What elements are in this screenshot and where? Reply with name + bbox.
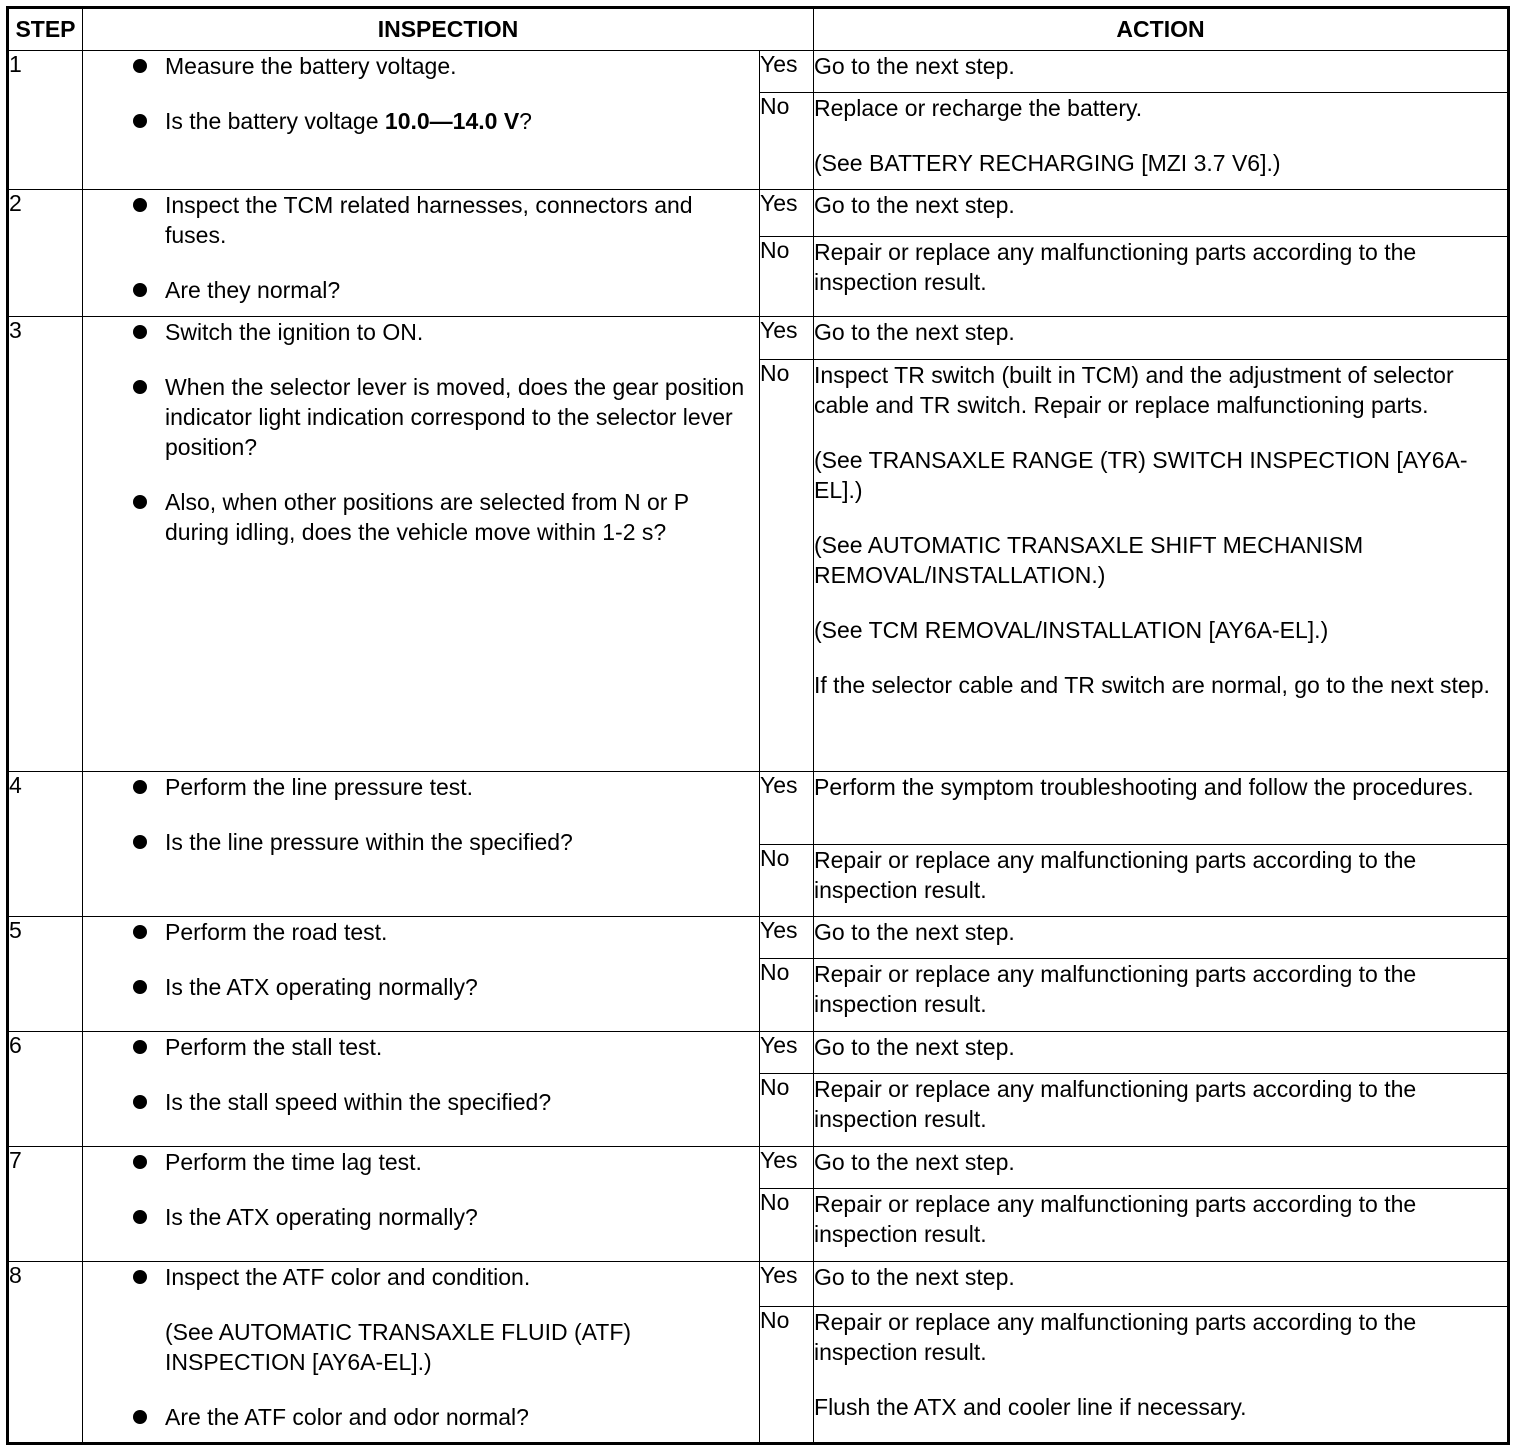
answer-yes: Yes [760,1147,814,1189]
answer-no: No [760,1307,814,1444]
action-yes: Go to the next step. [814,917,1509,959]
bullet-icon [133,1210,147,1224]
header-action: ACTION [814,8,1509,51]
action-yes: Perform the symptom troubleshooting and follow the procedures. [814,772,1509,845]
bullet-item: Also, when other positions are selected from N or P during idling, does the vehicle move within 1-2 s? [83,487,759,547]
action-yes: Go to the next step. [814,1032,1509,1074]
bullet-icon [133,1095,147,1109]
inspection-cell [83,317,760,772]
inspection-cell [83,917,760,1032]
bullet-icon [133,1410,147,1424]
inspection-cell [83,1262,760,1444]
inspection-cell [83,190,760,317]
bullet-icon [133,1040,147,1054]
bullet-item: Inspect the TCM related harnesses, connectors and fuses. [83,190,759,250]
inspection-cell [83,1147,760,1262]
step-5-yes-row [8,917,1509,959]
step-number: 8 [8,1262,83,1444]
bullet-icon [133,198,147,212]
action-no: Repair or replace any malfunctioning parts according to the inspection result. [814,845,1509,917]
step-number: 3 [8,317,83,772]
header-step: STEP [8,8,83,51]
bullet-icon [133,283,147,297]
step-7-yes-row [8,1147,1509,1189]
answer-no: No [760,360,814,772]
step-number: 4 [8,772,83,917]
action-no: Repair or replace any malfunctioning parts according to the inspection result. Flush the ATX and cooler line if necessary. [814,1307,1509,1444]
action-no: Repair or replace any malfunctioning parts according to the inspection result. [814,1074,1509,1147]
answer-no: No [760,845,814,917]
action-no: Repair or replace any malfunctioning parts according to the inspection result. [814,1189,1509,1262]
bullet-icon [133,925,147,939]
answer-no: No [760,959,814,1032]
bullet-icon [133,1270,147,1284]
bullet-item: Are the ATF color and odor normal? [83,1402,759,1432]
inspection-cell [83,772,760,917]
bullet-item: Perform the stall test. [83,1032,759,1062]
action-yes: Go to the next step. [814,317,1509,360]
answer-yes: Yes [760,917,814,959]
bullet-icon [133,780,147,794]
bullet-icon [133,835,147,849]
bullet-icon [133,59,147,73]
header-row [8,8,1509,51]
action-no: Replace or recharge the battery. (See BATTERY RECHARGING [MZI 3.7 V6].) [814,93,1509,190]
step-2-yes-row [8,190,1509,237]
bullet-icon [133,980,147,994]
answer-yes: Yes [760,51,814,93]
step-6-yes-row [8,1032,1509,1074]
bullet-item: Is the stall speed within the specified? [83,1087,759,1117]
answer-yes: Yes [760,1032,814,1074]
step-number: 6 [8,1032,83,1147]
bullet-item: Switch the ignition to ON. [83,317,759,347]
action-no: Repair or replace any malfunctioning parts according to the inspection result. [814,959,1509,1032]
bullet-icon [133,495,147,509]
inspection-reference-note: (See AUTOMATIC TRANSAXLE FLUID (ATF) INSPECTION [AY6A-EL].) [165,1319,632,1375]
step-number: 2 [8,190,83,317]
bullet-item: Is the battery voltage 10.0—14.0 V? [83,106,759,136]
bullet-item: Perform the line pressure test. [83,772,759,802]
step-number: 5 [8,917,83,1032]
answer-yes: Yes [760,190,814,237]
inspection-cell [83,51,760,190]
step-1-yes-row [8,51,1509,93]
step-8-yes-row [8,1262,1509,1307]
bullet-item: When the selector lever is moved, does the gear position indicator light indication correspond to the selector lever position? [83,372,759,462]
voltage-spec: 10.0—14.0 V [384,108,520,134]
inspection-cell [83,1032,760,1147]
answer-no: No [760,93,814,190]
action-yes: Go to the next step. [814,1262,1509,1307]
header-inspection: INSPECTION [83,8,814,51]
step-number: 7 [8,1147,83,1262]
bullet-item: Are they normal? [83,275,759,305]
bullet-item: Perform the road test. [83,917,759,947]
bullet-item: Inspect the ATF color and condition. [83,1262,759,1292]
bullet-icon [133,1155,147,1169]
step-number: 1 [8,51,83,190]
action-no: Inspect TR switch (built in TCM) and the adjustment of selector cable and TR switch. Repair or replace malfunctioning parts. (See TRANSAXLE RANGE (TR) SWITCH INSPECTION [AY6A-EL].) (See AUTOMATIC TRANSAXLE SHIFT MECHANISM REMOVAL/INSTALLATION.) (See TCM REMOVAL/INSTALLATION [AY6A-EL].) If the selector cable and TR switch are normal, go to the next step. [814,360,1509,772]
answer-no: No [760,237,814,317]
bullet-icon [133,114,147,128]
action-yes: Go to the next step. [814,1147,1509,1189]
answer-no: No [760,1074,814,1147]
action-yes: Go to the next step. [814,51,1509,93]
bullet-item: Is the ATX operating normally? [83,1202,759,1232]
step-4-yes-row [8,772,1509,845]
action-yes: Go to the next step. [814,190,1509,237]
bullet-item: Is the ATX operating normally? [83,972,759,1002]
step-3-yes-row [8,317,1509,360]
bullet-icon [133,380,147,394]
answer-yes: Yes [760,772,814,845]
answer-yes: Yes [760,1262,814,1307]
troubleshooting-table [6,6,1510,1445]
bullet-item: Is the line pressure within the specified? [83,827,759,857]
answer-no: No [760,1189,814,1262]
bullet-item: Measure the battery voltage. [83,51,759,81]
bullet-icon [133,325,147,339]
bullet-item: Perform the time lag test. [83,1147,759,1177]
action-no: Repair or replace any malfunctioning parts according to the inspection result. [814,237,1509,317]
answer-yes: Yes [760,317,814,360]
